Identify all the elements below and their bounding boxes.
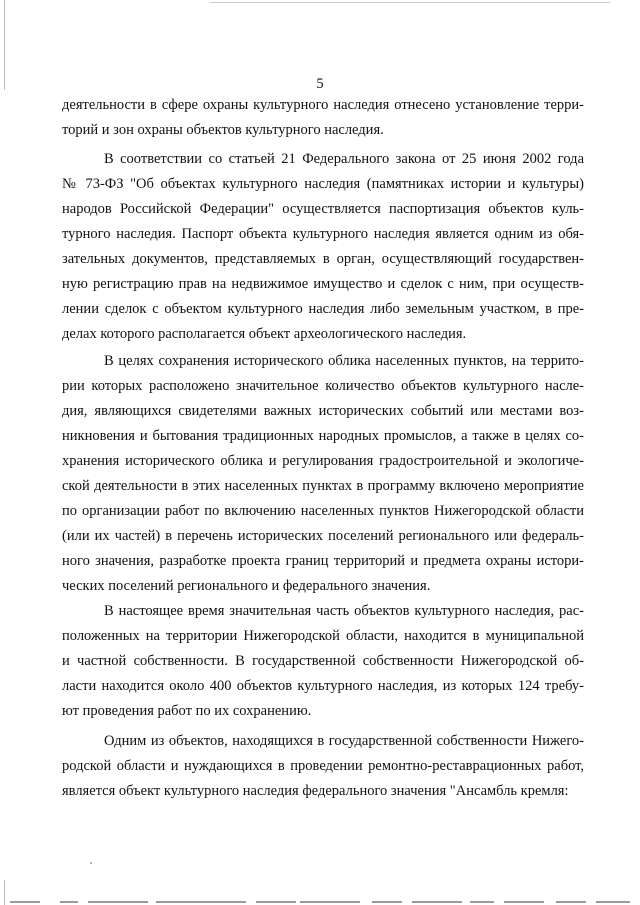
text-line: и частной собственности. В государственной собственности Нижегородской об- <box>62 653 584 669</box>
page-number: 5 <box>316 76 324 92</box>
text-line: В целях сохранения исторического облика населенных пунктов, на террито- <box>104 353 584 369</box>
text-line: ласти находится около 400 объектов культурного наследия, из которых 124 требу- <box>62 678 584 694</box>
scan-speck <box>90 862 92 864</box>
text-line: деятельности в сфере охраны культурного наследия отнесено установление терри- <box>62 97 584 113</box>
text-line: дия, являющихся свидетелями важных исторических событий или местами воз- <box>62 403 584 419</box>
text-line: рии которых расположено значительное количество объектов культурного насле- <box>62 378 584 394</box>
text-line: ного значения, разработке проекта границ территорий и предмета охраны истори- <box>62 553 584 569</box>
scan-bottom-strip <box>0 895 640 905</box>
text-line: № 73-ФЗ "Об объектах культурного наследия (памятниках истории и культуры) <box>62 176 584 192</box>
text-line: торий и зон охраны объектов культурного наследия. <box>62 122 384 138</box>
text-line: родской области и нуждающихся в проведении ремонтно-реставрационных работ, <box>62 758 584 774</box>
text-line: ческих поселений регионального и федерального значения. <box>62 578 431 594</box>
text-line: является объект культурного наследия федерального значения "Ансамбль кремля: <box>62 783 569 799</box>
scan-top-rule <box>210 2 610 3</box>
text-line: (или их частей) в перечень исторических поселений регионального или федераль- <box>62 528 584 544</box>
text-line: хранения исторического облика и регулирования градостроительной и экологиче- <box>62 453 584 469</box>
text-line: В настоящее время значительная часть объектов культурного наследия, рас- <box>104 603 584 619</box>
text-line: лении сделок с объектом культурного наследия либо земельным участком, в пре- <box>62 301 584 317</box>
text-line: ют проведения работ по их сохранению. <box>62 703 312 719</box>
text-line: никновения и бытования традиционных народных промыслов, а также в целях со- <box>62 428 584 444</box>
text-line: делах которого располагается объект археологического наследия. <box>62 326 467 342</box>
text-line: В соответствии со статьей 21 Федерального закона от 25 июня 2002 года <box>104 151 584 167</box>
text-line: народов Российской Федерации" осуществляется паспортизация объектов куль- <box>62 201 584 217</box>
text-line: ную регистрацию прав на недвижимое имущество и сделок с ним, при осуществ- <box>62 276 584 292</box>
text-line: зательных документов, представляемых в орган, осуществляющий государствен- <box>62 251 584 267</box>
text-line: турного наследия. Паспорт объекта культурного наследия является одним из обя- <box>62 226 584 242</box>
text-line: Одним из объектов, находящихся в государственной собственности Нижего- <box>104 733 584 749</box>
text-line: ской деятельности в этих населенных пунктах в программу включено мероприятие <box>62 478 584 494</box>
text-line: по организации работ по включению населенных пунктов Нижегородской области <box>62 503 584 519</box>
text-line: положенных на территории Нижегородской области, находится в муниципальной <box>62 628 584 644</box>
